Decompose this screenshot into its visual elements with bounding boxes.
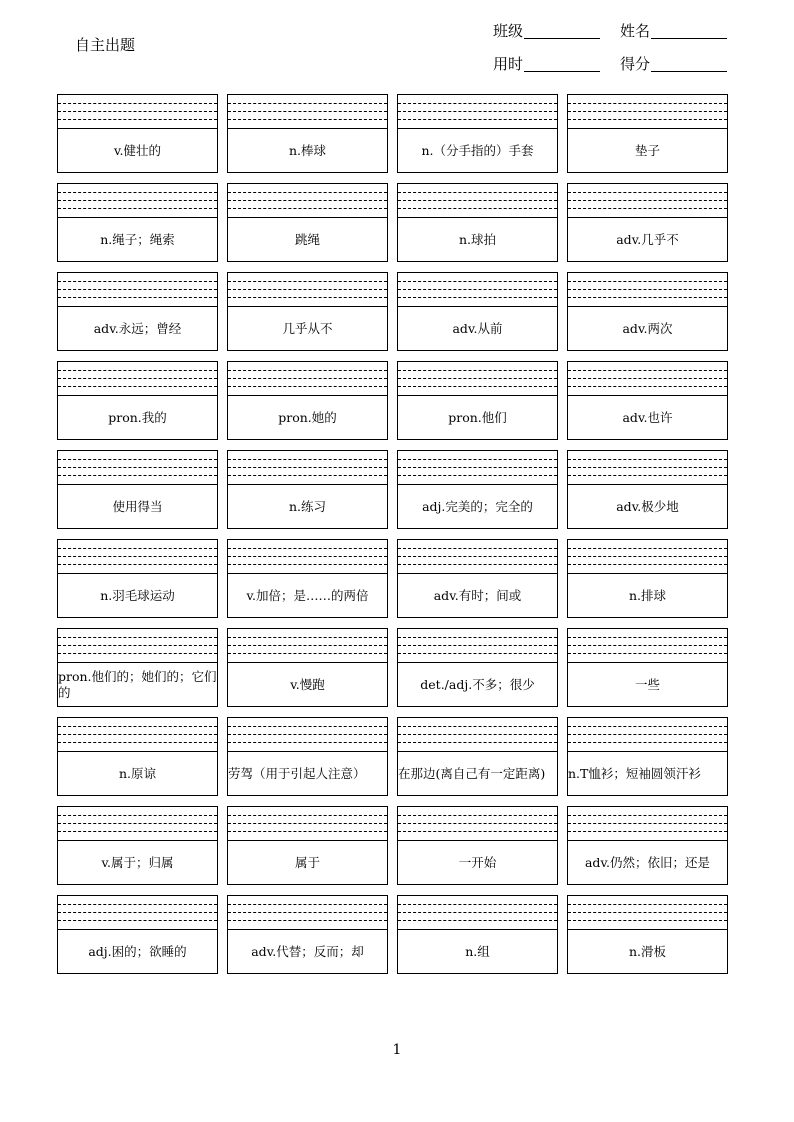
writing-lines[interactable] [398, 540, 557, 574]
time-blank[interactable] [524, 70, 600, 72]
word-card [57, 361, 218, 440]
dashed-guide-line [568, 200, 727, 201]
dashed-guide-line [228, 564, 387, 565]
word-meaning: 一些 [634, 676, 660, 692]
dashed-guide-line [228, 556, 387, 557]
writing-lines[interactable] [568, 896, 727, 930]
time-field [493, 53, 600, 74]
dashed-guide-line [58, 103, 217, 104]
class-field [493, 20, 600, 41]
dashed-guide-line [228, 281, 387, 282]
dashed-guide-line [568, 281, 727, 282]
dashed-guide-line [398, 281, 557, 282]
dashed-guide-line [58, 734, 217, 735]
writing-lines[interactable] [228, 184, 387, 218]
dashed-guide-line [58, 208, 217, 209]
writing-lines[interactable] [228, 896, 387, 930]
dashed-guide-line [398, 192, 557, 193]
word-card [227, 628, 388, 707]
word-meaning: v.加倍；是……的两倍 [246, 587, 369, 603]
dashed-guide-line [568, 904, 727, 905]
word-card [567, 806, 728, 885]
dashed-guide-line [568, 831, 727, 832]
dashed-guide-line [58, 475, 217, 476]
dashed-guide-line [398, 912, 557, 913]
dashed-guide-line [398, 459, 557, 460]
word-row [57, 628, 730, 707]
dashed-guide-line [398, 200, 557, 201]
dashed-guide-line [58, 111, 217, 112]
word-card [397, 272, 558, 351]
word-card [227, 361, 388, 440]
dashed-guide-line [398, 734, 557, 735]
dashed-guide-line [568, 103, 727, 104]
dashed-guide-line [568, 289, 727, 290]
word-meaning: adv.也许 [622, 409, 673, 425]
dashed-guide-line [228, 467, 387, 468]
word-meaning: 跳绳 [294, 231, 320, 247]
writing-lines[interactable] [398, 362, 557, 396]
dashed-guide-line [228, 475, 387, 476]
dashed-guide-line [228, 370, 387, 371]
word-meaning: n.练习 [288, 498, 327, 514]
dashed-guide-line [58, 742, 217, 743]
word-meaning: pron.我的 [108, 409, 167, 425]
writing-lines[interactable] [58, 273, 217, 307]
writing-lines[interactable] [58, 896, 217, 930]
word-meaning: n.滑板 [628, 943, 667, 959]
word-card [567, 539, 728, 618]
writing-lines[interactable] [398, 629, 557, 663]
word-card [397, 94, 558, 173]
dashed-guide-line [568, 653, 727, 654]
word-card [397, 628, 558, 707]
word-meaning: 几乎从不 [282, 320, 333, 336]
dashed-guide-line [398, 111, 557, 112]
word-meaning: v.健壮的 [113, 142, 162, 158]
dashed-guide-line [398, 726, 557, 727]
dashed-guide-line [568, 111, 727, 112]
word-meaning: n.羽毛球运动 [100, 587, 175, 603]
dashed-guide-line [58, 281, 217, 282]
dashed-guide-line [398, 637, 557, 638]
word-card [567, 183, 728, 262]
dashed-guide-line [58, 726, 217, 727]
word-meaning: pron.他们 [448, 409, 507, 425]
writing-lines[interactable] [58, 629, 217, 663]
writing-lines[interactable] [568, 95, 727, 129]
dashed-guide-line [398, 297, 557, 298]
word-card [227, 539, 388, 618]
word-card [227, 94, 388, 173]
word-row [57, 450, 730, 529]
writing-lines[interactable] [568, 273, 727, 307]
word-card [57, 717, 218, 796]
word-meaning: n.绳子；绳索 [100, 231, 175, 247]
score-label: 得分 [620, 55, 651, 73]
writing-lines[interactable] [568, 718, 727, 752]
dashed-guide-line [398, 556, 557, 557]
dashed-guide-line [568, 556, 727, 557]
word-meaning: pron.他们的；她们的；它们的 [58, 668, 217, 700]
dashed-guide-line [568, 192, 727, 193]
word-meaning: v.慢跑 [290, 676, 325, 692]
dashed-guide-line [398, 208, 557, 209]
word-row [57, 361, 730, 440]
word-card [567, 94, 728, 173]
dashed-guide-line [58, 904, 217, 905]
word-meaning: det./adj.不多；很少 [420, 676, 535, 692]
dashed-guide-line [58, 564, 217, 565]
writing-lines[interactable] [228, 362, 387, 396]
word-meaning: adv.两次 [622, 320, 673, 336]
word-row [57, 272, 730, 351]
word-row [57, 183, 730, 262]
word-card [397, 895, 558, 974]
dashed-guide-line [568, 475, 727, 476]
dashed-guide-line [228, 823, 387, 824]
class-label: 班级 [493, 22, 524, 40]
word-meaning: n.原谅 [118, 765, 157, 781]
word-meaning: n.排球 [628, 587, 667, 603]
dashed-guide-line [228, 548, 387, 549]
dashed-guide-line [228, 912, 387, 913]
word-card [397, 183, 558, 262]
dashed-guide-line [58, 200, 217, 201]
dashed-guide-line [398, 742, 557, 743]
dashed-guide-line [398, 564, 557, 565]
dashed-guide-line [398, 904, 557, 905]
dashed-guide-line [228, 386, 387, 387]
score-blank[interactable] [651, 70, 727, 72]
dashed-guide-line [228, 637, 387, 638]
dashed-guide-line [228, 119, 387, 120]
dashed-guide-line [568, 386, 727, 387]
word-card [57, 272, 218, 351]
word-card [57, 806, 218, 885]
dashed-guide-line [568, 734, 727, 735]
word-card [397, 717, 558, 796]
dashed-guide-line [58, 823, 217, 824]
writing-lines[interactable] [398, 896, 557, 930]
dashed-guide-line [398, 103, 557, 104]
dashed-guide-line [228, 192, 387, 193]
word-meaning: adv.永远；曾经 [93, 320, 182, 336]
dashed-guide-line [58, 637, 217, 638]
dashed-guide-line [228, 297, 387, 298]
dashed-guide-line [398, 823, 557, 824]
dashed-guide-line [228, 734, 387, 735]
dashed-guide-line [228, 742, 387, 743]
word-card [397, 450, 558, 529]
writing-lines[interactable] [58, 451, 217, 485]
dashed-guide-line [398, 370, 557, 371]
word-card [57, 895, 218, 974]
word-card [57, 628, 218, 707]
writing-lines[interactable] [398, 807, 557, 841]
dashed-guide-line [58, 653, 217, 654]
dashed-guide-line [398, 920, 557, 921]
dashed-guide-line [398, 815, 557, 816]
dashed-guide-line [398, 548, 557, 549]
word-card [57, 183, 218, 262]
word-meaning: 使用得当 [112, 498, 163, 514]
time-label: 用时 [493, 55, 524, 73]
word-card [567, 361, 728, 440]
word-card [57, 450, 218, 529]
word-card [397, 806, 558, 885]
word-row [57, 717, 730, 796]
word-card [567, 895, 728, 974]
writing-lines[interactable] [58, 184, 217, 218]
dashed-guide-line [58, 459, 217, 460]
dashed-guide-line [568, 564, 727, 565]
dashed-guide-line [398, 467, 557, 468]
word-meaning: n.球拍 [458, 231, 497, 247]
word-meaning: 垫子 [634, 142, 660, 158]
word-card [57, 539, 218, 618]
dashed-guide-line [398, 475, 557, 476]
dashed-guide-line [228, 208, 387, 209]
writing-lines[interactable] [568, 362, 727, 396]
word-card [397, 361, 558, 440]
dashed-guide-line [228, 831, 387, 832]
writing-lines[interactable] [568, 540, 727, 574]
word-meaning: adj.完美的；完全的 [422, 498, 533, 514]
dashed-guide-line [58, 297, 217, 298]
word-card [567, 717, 728, 796]
dashed-guide-line [58, 119, 217, 120]
word-meaning: adv.极少地 [616, 498, 679, 514]
writing-lines[interactable] [398, 451, 557, 485]
class-blank[interactable] [524, 37, 600, 39]
dashed-guide-line [568, 297, 727, 298]
word-meaning: adv.代替；反而；却 [251, 943, 364, 959]
dashed-guide-line [568, 548, 727, 549]
dashed-guide-line [568, 815, 727, 816]
dashed-guide-line [568, 920, 727, 921]
dashed-guide-line [568, 370, 727, 371]
dashed-guide-line [568, 726, 727, 727]
word-row [57, 539, 730, 618]
dashed-guide-line [228, 459, 387, 460]
dashed-guide-line [58, 815, 217, 816]
dashed-guide-line [398, 653, 557, 654]
vocabulary-grid [57, 94, 730, 984]
writing-lines[interactable] [228, 451, 387, 485]
word-meaning: adv.仍然；依旧；还是 [584, 854, 710, 870]
writing-lines[interactable] [568, 451, 727, 485]
dashed-guide-line [568, 119, 727, 120]
word-meaning: 属于 [294, 854, 320, 870]
page-number: 1 [392, 1042, 402, 1058]
dashed-guide-line [398, 289, 557, 290]
dashed-guide-line [228, 920, 387, 921]
dashed-guide-line [228, 200, 387, 201]
dashed-guide-line [398, 386, 557, 387]
dashed-guide-line [58, 831, 217, 832]
dashed-guide-line [398, 831, 557, 832]
dashed-guide-line [58, 289, 217, 290]
writing-lines[interactable] [568, 184, 727, 218]
dashed-guide-line [568, 459, 727, 460]
word-meaning: v.属于；归属 [101, 854, 174, 870]
word-row [57, 806, 730, 885]
word-meaning: 劳驾（用于引起人注意） [228, 765, 366, 781]
dashed-guide-line [58, 378, 217, 379]
word-meaning: pron.她的 [278, 409, 337, 425]
word-meaning: n.棒球 [288, 142, 327, 158]
name-field [620, 20, 727, 41]
dashed-guide-line [568, 208, 727, 209]
dashed-guide-line [568, 637, 727, 638]
word-row [57, 94, 730, 173]
dashed-guide-line [228, 103, 387, 104]
writing-lines[interactable] [568, 807, 727, 841]
dashed-guide-line [58, 192, 217, 193]
writing-lines[interactable] [228, 95, 387, 129]
dashed-guide-line [568, 912, 727, 913]
dashed-guide-line [398, 378, 557, 379]
writing-lines[interactable] [228, 273, 387, 307]
writing-lines[interactable] [58, 540, 217, 574]
worksheet-title: 自主出题 [75, 36, 136, 54]
writing-lines[interactable] [58, 95, 217, 129]
dashed-guide-line [568, 467, 727, 468]
writing-lines[interactable] [228, 807, 387, 841]
word-card [227, 272, 388, 351]
word-card [227, 450, 388, 529]
dashed-guide-line [58, 920, 217, 921]
dashed-guide-line [568, 378, 727, 379]
dashed-guide-line [58, 548, 217, 549]
dashed-guide-line [228, 815, 387, 816]
word-card [567, 272, 728, 351]
writing-lines[interactable] [568, 629, 727, 663]
name-label: 姓名 [620, 22, 651, 40]
dashed-guide-line [58, 467, 217, 468]
word-card [227, 806, 388, 885]
word-meaning: adv.从前 [452, 320, 503, 336]
word-meaning: 在那边(离自己有一定距离) [398, 765, 546, 781]
word-card [227, 717, 388, 796]
dashed-guide-line [228, 904, 387, 905]
writing-lines[interactable] [228, 718, 387, 752]
word-row [57, 895, 730, 974]
dashed-guide-line [58, 370, 217, 371]
dashed-guide-line [58, 645, 217, 646]
word-meaning: 一开始 [458, 854, 497, 870]
dashed-guide-line [58, 912, 217, 913]
word-meaning: adv.几乎不 [616, 231, 679, 247]
word-card [567, 450, 728, 529]
dashed-guide-line [58, 386, 217, 387]
score-field [620, 53, 727, 74]
word-card [57, 94, 218, 173]
dashed-guide-line [398, 645, 557, 646]
name-blank[interactable] [651, 37, 727, 39]
writing-lines[interactable] [58, 718, 217, 752]
writing-lines[interactable] [398, 184, 557, 218]
writing-lines[interactable] [398, 95, 557, 129]
word-meaning: n.T恤衫；短袖圆领汗衫 [568, 765, 701, 781]
word-card [567, 628, 728, 707]
word-card [227, 183, 388, 262]
writing-lines[interactable] [398, 718, 557, 752]
word-meaning: n.组 [465, 943, 490, 959]
dashed-guide-line [228, 289, 387, 290]
dashed-guide-line [568, 645, 727, 646]
dashed-guide-line [398, 119, 557, 120]
word-meaning: adj.困的；欲睡的 [88, 943, 187, 959]
writing-lines[interactable] [228, 540, 387, 574]
dashed-guide-line [228, 378, 387, 379]
writing-lines[interactable] [398, 273, 557, 307]
dashed-guide-line [228, 653, 387, 654]
word-card [397, 539, 558, 618]
dashed-guide-line [568, 823, 727, 824]
dashed-guide-line [568, 742, 727, 743]
dashed-guide-line [58, 556, 217, 557]
word-card [227, 895, 388, 974]
writing-lines[interactable] [58, 807, 217, 841]
dashed-guide-line [228, 726, 387, 727]
dashed-guide-line [228, 111, 387, 112]
word-meaning: n.（分手指的）手套 [421, 142, 534, 158]
word-meaning: adv.有时；间或 [433, 587, 522, 603]
writing-lines[interactable] [58, 362, 217, 396]
writing-lines[interactable] [228, 629, 387, 663]
dashed-guide-line [228, 645, 387, 646]
